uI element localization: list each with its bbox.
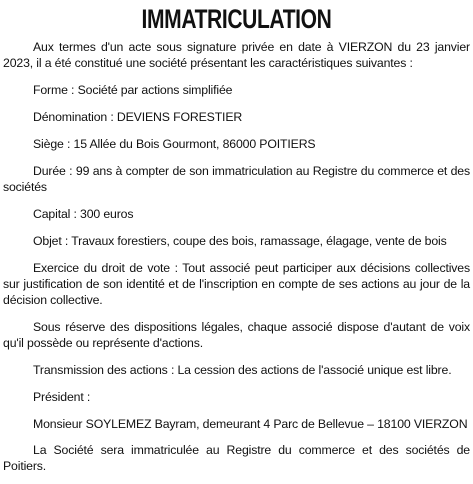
- notice-paragraph-denomination: Dénomination : DEVIENS FORESTIER: [33, 110, 243, 124]
- notice-paragraph-president: Monsieur SOYLEMEZ Bayram, demeurant 4 Parc de Bellevue – 18100 VIERZON: [33, 417, 468, 431]
- notice-paragraph-president-label: Président :: [33, 390, 91, 404]
- notice-paragraph-objet: Objet : Travaux forestiers, coupe des bois, ramassage, élagage, vente de bois: [33, 234, 447, 248]
- notice-paragraph-immatriculation: La Société sera immatriculée au Registre du commerce et des sociétés de Poitiers.: [3, 443, 470, 473]
- notice-paragraph-capital: Capital : 300 euros: [33, 207, 134, 221]
- notice-paragraph-droit-de-vote: Exercice du droit de vote : Tout associé peut participer aux décisions collectives sur justification de son identité et de l'inscription en compte de ses actions au jour de la décision collective.: [3, 261, 470, 307]
- notice-title: IMMATRICULATION: [141, 4, 332, 34]
- notice-paragraph-voix: Sous réserve des dispositions légales, chaque associé dispose d'autant de voix qu'il possède ou représente d'actions.: [3, 320, 470, 350]
- notice-paragraph-forme: Forme : Société par actions simplifiée: [33, 83, 233, 97]
- notice-paragraph-siege: Siège : 15 Allée du Bois Gourmont, 86000 POITIERS: [33, 137, 316, 151]
- notice-paragraph-intro: Aux termes d'un acte sous signature privée en date à VIERZON du 23 janvier 2023, il a été constitué une société présentant les caractéristiques suivantes :: [3, 40, 470, 70]
- notice-paragraph-transmission: Transmission des actions : La cession des actions de l'associé unique est libre.: [33, 363, 452, 377]
- notice-paragraph-duree: Durée : 99 ans à compter de son immatriculation au Registre du commerce et des sociétés: [3, 164, 470, 194]
